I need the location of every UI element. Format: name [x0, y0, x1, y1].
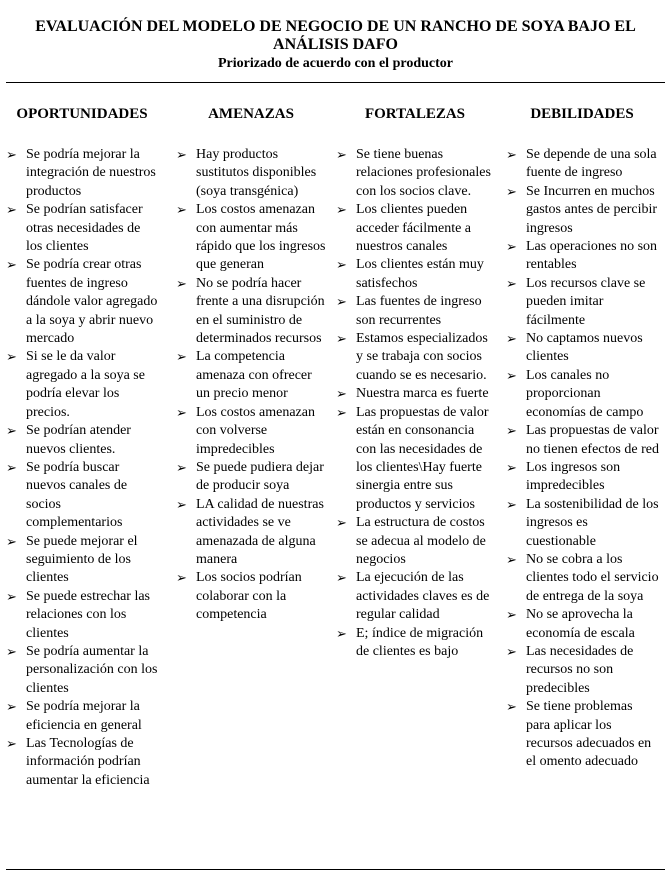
list-item-text: Los costos amenazan con volverse impredecibles [196, 404, 315, 457]
list-item [504, 606, 660, 643]
arrow-bullet-icon: ➢ [506, 331, 517, 347]
list-item-text: Los recursos clave se pueden imitar fácilmente [526, 275, 646, 328]
list-item [334, 256, 496, 293]
arrow-bullet-icon: ➢ [506, 183, 517, 199]
list-item [334, 146, 496, 201]
column-amenazas [174, 106, 328, 625]
list-item [334, 404, 496, 514]
list-item-text: Los socios podrían colaborar con la competencia [196, 570, 302, 623]
list-item [334, 293, 496, 330]
list-item-text: Las necesidades de recursos no son predecibles [526, 643, 634, 696]
list-item [504, 496, 660, 551]
arrow-bullet-icon: ➢ [6, 147, 17, 162]
arrow-bullet-icon: ➢ [336, 294, 347, 310]
arrow-bullet-icon: ➢ [506, 459, 517, 475]
list-item [334, 514, 496, 569]
list-item-text: Se podría crear otras fuentes de ingreso dándole valor agregado a la soya y abrir nuevo mercado [26, 257, 158, 347]
arrow-bullet-icon: ➢ [6, 202, 17, 218]
arrow-bullet-icon: ➢ [176, 349, 187, 365]
list-item [4, 422, 160, 459]
list-item-text: Si se le da valor agregado a la soya se podría elevar los precios. [26, 349, 145, 420]
list-item [174, 496, 328, 570]
list-item-text: Se podrían satisfacer otras necesidades de los clientes [26, 202, 143, 255]
list-item-text: No se podría hacer frente a una disrupción en el suministro de determinados recursos [196, 275, 325, 347]
list-item [504, 698, 660, 772]
list-item-text: La sostenibilidad de los ingresos es cuestionable [526, 496, 659, 549]
column-heading: DEBILIDADES [530, 106, 634, 122]
arrow-bullet-icon: ➢ [6, 349, 17, 365]
list-item-text: Nuestra marca es fuerte [356, 386, 489, 402]
list-item [4, 201, 160, 256]
list-item [504, 422, 660, 459]
item-list [4, 146, 160, 790]
list-item [504, 367, 660, 422]
list-item-text: Los costos amenazan con aumentar más rápido que los ingresos que generan [196, 202, 326, 273]
arrow-bullet-icon: ➢ [506, 643, 517, 659]
arrow-bullet-icon: ➢ [506, 275, 517, 291]
list-item [334, 569, 496, 624]
list-item [504, 551, 660, 606]
list-item [4, 698, 160, 735]
list-item-text: Las fuentes de ingreso son recurrentes [356, 294, 482, 328]
arrow-bullet-icon: ➢ [506, 551, 517, 567]
list-item-text: Se podrían atender nuevos clientes. [26, 423, 131, 457]
list-item [334, 625, 496, 662]
arrow-bullet-icon: ➢ [506, 147, 517, 162]
column-oportunidades [4, 106, 160, 790]
list-item-text: Los canales no proporcionan economías de campo [526, 367, 644, 420]
list-item [174, 201, 328, 275]
column-debilidades [504, 106, 660, 772]
list-item-text: Se puede estrechar las relaciones con los clientes [26, 588, 150, 641]
arrow-bullet-icon: ➢ [506, 423, 517, 439]
list-item [4, 348, 160, 422]
arrow-bullet-icon: ➢ [506, 239, 517, 255]
column-heading: AMENAZAS [208, 106, 294, 122]
list-item [504, 330, 660, 367]
list-item [4, 588, 160, 643]
list-item-text: Las Tecnologías de información podrían aumentar la eficiencia [26, 736, 150, 788]
list-item-text: La ejecución de las actividades claves es de regular calidad [356, 570, 490, 623]
list-item-text: Los clientes pueden acceder fácilmente a nuestros canales [356, 202, 472, 255]
list-item [174, 459, 328, 496]
list-item-text: Se podría mejorar la integración de nuestros productos [26, 147, 156, 199]
arrow-bullet-icon: ➢ [506, 607, 517, 623]
list-item [504, 275, 660, 330]
arrow-bullet-icon: ➢ [6, 459, 17, 475]
arrow-bullet-icon: ➢ [6, 588, 17, 604]
list-item [174, 348, 328, 403]
arrow-bullet-icon: ➢ [336, 515, 347, 531]
list-item-text: Hay productos sustitutos disponibles (soya transgénica) [196, 147, 317, 199]
list-item-text: Se depende de una sola fuente de ingreso [526, 147, 657, 181]
list-item-text: Las operaciones no son rentables [526, 239, 658, 273]
arrow-bullet-icon: ➢ [6, 699, 17, 715]
list-item [504, 146, 660, 183]
arrow-bullet-icon: ➢ [6, 423, 17, 439]
bottom-divider [6, 869, 665, 870]
arrow-bullet-icon: ➢ [506, 699, 517, 715]
list-item [334, 330, 496, 385]
arrow-bullet-icon: ➢ [506, 367, 517, 383]
arrow-bullet-icon: ➢ [176, 570, 187, 586]
arrow-bullet-icon: ➢ [336, 331, 347, 347]
list-item [504, 643, 660, 698]
arrow-bullet-icon: ➢ [336, 570, 347, 586]
document-subtitle: Priorizado de acuerdo con el productor [218, 56, 453, 71]
list-item [4, 459, 160, 533]
list-item-text: No se cobra a los clientes todo el servicio de entrega de la soya [526, 551, 659, 604]
arrow-bullet-icon: ➢ [336, 625, 347, 641]
list-item-text: Se puede mejorar el seguimiento de los clientes [26, 533, 138, 586]
arrow-bullet-icon: ➢ [6, 643, 17, 659]
list-item [4, 146, 160, 201]
item-list [334, 146, 496, 661]
arrow-bullet-icon: ➢ [6, 736, 17, 751]
arrow-bullet-icon: ➢ [506, 496, 517, 512]
list-item-text: Las propuestas de valor no tienen efectos de red [526, 423, 659, 457]
list-item [4, 735, 160, 790]
list-item-text: No se aprovecha la economía de escala [526, 607, 635, 641]
document-title: EVALUACIÓN DEL MODELO DE NEGOCIO DE UN RANCHO DE SOYA BAJO EL ANÁLISIS DAFO [35, 18, 636, 53]
list-item-text: E; índice de migración de clientes es bajo [356, 625, 484, 659]
list-item [174, 404, 328, 459]
arrow-bullet-icon: ➢ [176, 496, 187, 512]
list-item [174, 275, 328, 349]
arrow-bullet-icon: ➢ [6, 533, 17, 549]
column-fortalezas [334, 106, 496, 661]
list-item-text: Las propuestas de valor están en consonancia con las necesidades de los clientes\Hay fuerte sinergia entre sus productos y servicios [356, 404, 489, 512]
list-item [504, 183, 660, 238]
list-item-text: Se Incurren en muchos gastos antes de percibir ingresos [526, 183, 658, 236]
list-item [174, 146, 328, 201]
list-item-text: Se podría buscar nuevos canales de socios complementarios [26, 459, 128, 531]
arrow-bullet-icon: ➢ [176, 275, 187, 291]
column-heading: FORTALEZAS [364, 106, 466, 122]
arrow-bullet-icon: ➢ [176, 459, 187, 475]
item-list [174, 146, 328, 625]
list-item [4, 643, 160, 698]
arrow-bullet-icon: ➢ [176, 202, 187, 218]
list-item-text: Los clientes están muy satisfechos [356, 257, 484, 291]
list-item-text: Los ingresos son impredecibles [526, 459, 621, 494]
arrow-bullet-icon: ➢ [336, 404, 347, 420]
arrow-bullet-icon: ➢ [6, 257, 17, 273]
arrow-bullet-icon: ➢ [336, 147, 347, 162]
list-item [504, 238, 660, 275]
list-item-text: Se puede pudiera dejar de producir soya [196, 459, 324, 494]
list-item [504, 459, 660, 496]
list-item-text: Se podría aumentar la personalización con los clientes [26, 643, 158, 696]
arrow-bullet-icon: ➢ [176, 147, 187, 162]
list-item [4, 256, 160, 348]
list-item-text: Se tiene buenas relaciones profesionales con los socios clave. [356, 147, 491, 199]
list-item [334, 201, 496, 256]
list-item-text: Se tiene problemas para aplicar los recursos adecuados en el omento adecuado [526, 699, 652, 770]
arrow-bullet-icon: ➢ [336, 257, 347, 273]
list-item-text: La estructura de costos se adecua al modelo de negocios [356, 515, 486, 567]
arrow-bullet-icon: ➢ [176, 404, 187, 420]
item-list [504, 146, 660, 772]
arrow-bullet-icon: ➢ [336, 202, 347, 218]
top-divider [6, 82, 665, 83]
list-item [174, 569, 328, 624]
list-item [4, 533, 160, 588]
list-item-text: La competencia amenaza con ofrecer un precio menor [196, 349, 312, 402]
list-item-text: LA calidad de nuestras actividades se ve amenazada de alguna manera [196, 496, 324, 567]
arrow-bullet-icon: ➢ [336, 386, 347, 402]
column-heading: OPORTUNIDADES [16, 106, 148, 122]
list-item [334, 385, 496, 403]
list-item-text: Estamos especializados y se trabaja con socios cuando se es necesario. [356, 331, 488, 383]
list-item-text: No captamos nuevos clientes [526, 331, 643, 365]
list-item-text: Se podría mejorar la eficiencia en general [26, 699, 142, 733]
